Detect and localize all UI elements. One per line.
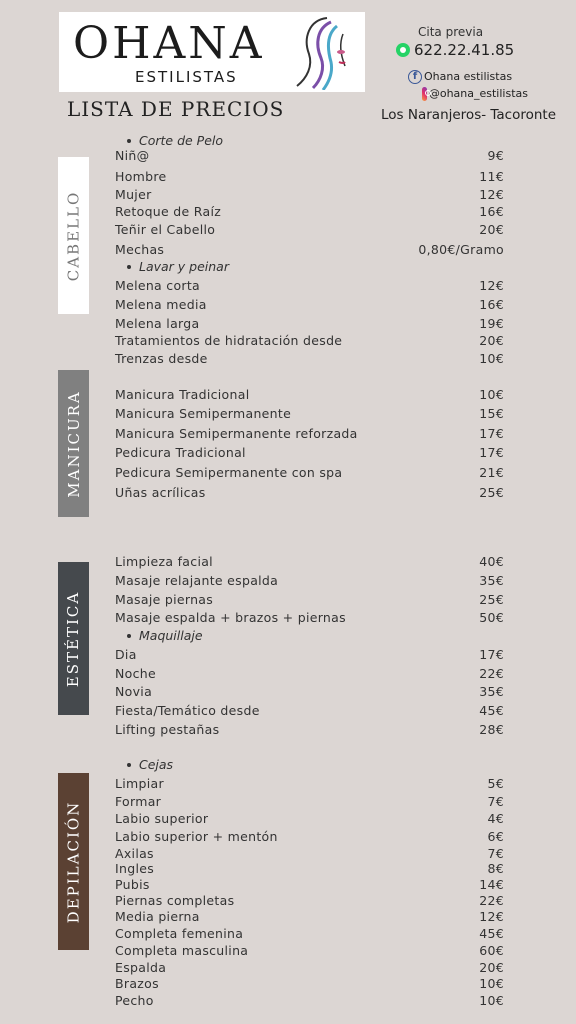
service-name: Mujer [115, 187, 152, 202]
section-label-estetica: ESTÉTICA [64, 590, 83, 687]
price-row [115, 861, 504, 876]
service-price: 20€ [479, 960, 504, 975]
price-row [115, 445, 504, 460]
price-row [115, 893, 504, 908]
service-price: 17€ [479, 445, 504, 460]
price-row [115, 573, 504, 588]
subheading-corte: Corte de Pelo [127, 133, 223, 148]
service-price: 40€ [479, 554, 504, 569]
service-name: Niñ@ [115, 148, 150, 163]
phone-number[interactable]: 622.22.41.85 [414, 41, 515, 59]
location-text: Los Naranjeros- Tacoronte [381, 107, 557, 123]
service-name: Media pierna [115, 909, 200, 924]
service-price: 12€ [479, 278, 504, 293]
service-name: Teñir el Cabello [115, 222, 216, 237]
service-name: Piernas completas [115, 893, 235, 908]
service-name: Retoque de Raíz [115, 204, 222, 219]
service-name: Pecho [115, 993, 154, 1008]
price-row [115, 204, 504, 219]
service-name: Pedicura Semipermanente con spa [115, 465, 343, 480]
service-name: Novia [115, 684, 153, 699]
service-name: Melena corta [115, 278, 201, 293]
price-row [115, 647, 504, 662]
service-name: Labio superior [115, 811, 209, 826]
service-price: 6€ [487, 829, 504, 844]
price-row [115, 187, 504, 202]
service-name: Manicura Semipermanente [115, 406, 292, 421]
price-row [115, 877, 504, 892]
price-row [115, 722, 504, 737]
service-price: 45€ [479, 926, 504, 941]
section-label-manicura: MANICURA [64, 389, 83, 498]
service-price: 25€ [479, 592, 504, 607]
service-price: 20€ [479, 222, 504, 237]
price-row [115, 242, 504, 257]
service-price: 17€ [479, 647, 504, 662]
service-name: Manicura Semipermanente reforzada [115, 426, 358, 441]
price-row [115, 703, 504, 718]
price-row [115, 333, 504, 348]
section-band-cabello [58, 157, 89, 314]
price-row [115, 943, 504, 958]
service-price: 14€ [479, 877, 504, 892]
service-name: Manicura Tradicional [115, 387, 250, 402]
price-row [115, 351, 504, 366]
section-band-estetica [58, 562, 89, 715]
service-price: 35€ [479, 684, 504, 699]
price-row [115, 846, 504, 861]
service-price: 8€ [487, 861, 504, 876]
price-row [115, 148, 504, 163]
service-name: Limpiar [115, 776, 164, 791]
price-row [115, 610, 504, 625]
service-price: 16€ [479, 204, 504, 219]
service-name: Melena larga [115, 316, 200, 331]
service-name: Espalda [115, 960, 167, 975]
facebook-link[interactable] [408, 68, 528, 85]
service-name: Ingles [115, 861, 155, 876]
phone-row[interactable] [396, 41, 514, 59]
service-name: Tratamientos de hidratación desde [115, 333, 343, 348]
facebook-label: Ohana estilistas [424, 70, 513, 83]
service-name: Melena media [115, 297, 207, 312]
price-row [115, 316, 504, 331]
social-links [408, 68, 528, 104]
price-row [115, 811, 504, 826]
price-row [115, 554, 504, 569]
price-row [115, 976, 504, 991]
section-band-manicura [58, 370, 89, 517]
service-name: Uñas acrílicas [115, 485, 206, 500]
service-price: 20€ [479, 333, 504, 348]
service-price: 16€ [479, 297, 504, 312]
price-row [115, 387, 504, 402]
service-price: 22€ [479, 893, 504, 908]
service-price: 10€ [479, 351, 504, 366]
service-name: Limpieza facial [115, 554, 213, 569]
service-price: 7€ [487, 846, 504, 861]
service-name: Mechas [115, 242, 165, 257]
section-band-depilacion [58, 773, 89, 950]
service-name: Completa masculina [115, 943, 249, 958]
woman-silhouette-icon [287, 14, 357, 90]
price-row [115, 406, 504, 421]
price-row [115, 993, 504, 1008]
price-row [115, 278, 504, 293]
price-row [115, 485, 504, 500]
price-row [115, 666, 504, 681]
whatsapp-icon [396, 43, 410, 57]
logo [59, 12, 365, 92]
service-price: 12€ [479, 909, 504, 924]
service-price: 60€ [479, 943, 504, 958]
service-name: Completa femenina [115, 926, 244, 941]
service-price: 25€ [479, 485, 504, 500]
service-name: Masaje espalda + brazos + piernas [115, 610, 346, 625]
service-name: Formar [115, 794, 162, 809]
service-price: 9€ [487, 148, 504, 163]
service-name: Labio superior + mentón [115, 829, 278, 844]
service-name: Axilas [115, 846, 154, 861]
price-row [115, 426, 504, 441]
service-name: Pubis [115, 877, 150, 892]
page-title: LISTA DE PRECIOS [67, 97, 285, 121]
price-row [115, 794, 504, 809]
price-row [115, 684, 504, 699]
price-row [115, 169, 504, 184]
service-price: 28€ [479, 722, 504, 737]
price-row [115, 909, 504, 924]
service-price: 12€ [479, 187, 504, 202]
service-name: Fiesta/Temático desde [115, 703, 260, 718]
price-row [115, 465, 504, 480]
service-name: Masaje piernas [115, 592, 214, 607]
service-price: 22€ [479, 666, 504, 681]
service-name: Lifting pestañas [115, 722, 220, 737]
service-price: 10€ [479, 993, 504, 1008]
logo-main-text: OHANA [73, 18, 265, 69]
instagram-icon [422, 87, 427, 101]
service-name: Noche [115, 666, 156, 681]
price-row [115, 776, 504, 791]
service-price: 0,80€/Gramo [418, 242, 504, 257]
price-row [115, 926, 504, 941]
service-name: Pedicura Tradicional [115, 445, 246, 460]
subheading-maquillaje: Maquillaje [127, 628, 203, 643]
logo-sub-text: ESTILISTAS [135, 68, 238, 86]
service-price: 50€ [479, 610, 504, 625]
instagram-label: @ohana_estilistas [428, 87, 528, 100]
section-label-cabello: CABELLO [64, 190, 83, 281]
service-price: 5€ [487, 776, 504, 791]
service-price: 19€ [479, 316, 504, 331]
facebook-icon: f [408, 70, 422, 84]
service-name: Trenzas desde [115, 351, 208, 366]
service-price: 45€ [479, 703, 504, 718]
service-price: 35€ [479, 573, 504, 588]
price-row [115, 829, 504, 844]
price-row [115, 222, 504, 237]
service-price: 10€ [479, 387, 504, 402]
price-row [115, 297, 504, 312]
service-price: 4€ [487, 811, 504, 826]
service-price: 11€ [479, 169, 504, 184]
section-label-depilacion: DEPILACIÓN [64, 800, 83, 923]
service-price: 10€ [479, 976, 504, 991]
price-row [115, 960, 504, 975]
subheading-lavar: Lavar y peinar [127, 259, 229, 274]
service-price: 15€ [479, 406, 504, 421]
service-name: Masaje relajante espalda [115, 573, 279, 588]
service-name: Brazos [115, 976, 159, 991]
service-price: 7€ [487, 794, 504, 809]
price-row [115, 592, 504, 607]
instagram-link[interactable] [408, 85, 528, 102]
service-price: 21€ [479, 465, 504, 480]
subheading-cejas: Cejas [127, 757, 173, 772]
service-price: 17€ [479, 426, 504, 441]
service-name: Dia [115, 647, 137, 662]
service-name: Hombre [115, 169, 167, 184]
appointment-label: Cita previa [418, 25, 484, 39]
